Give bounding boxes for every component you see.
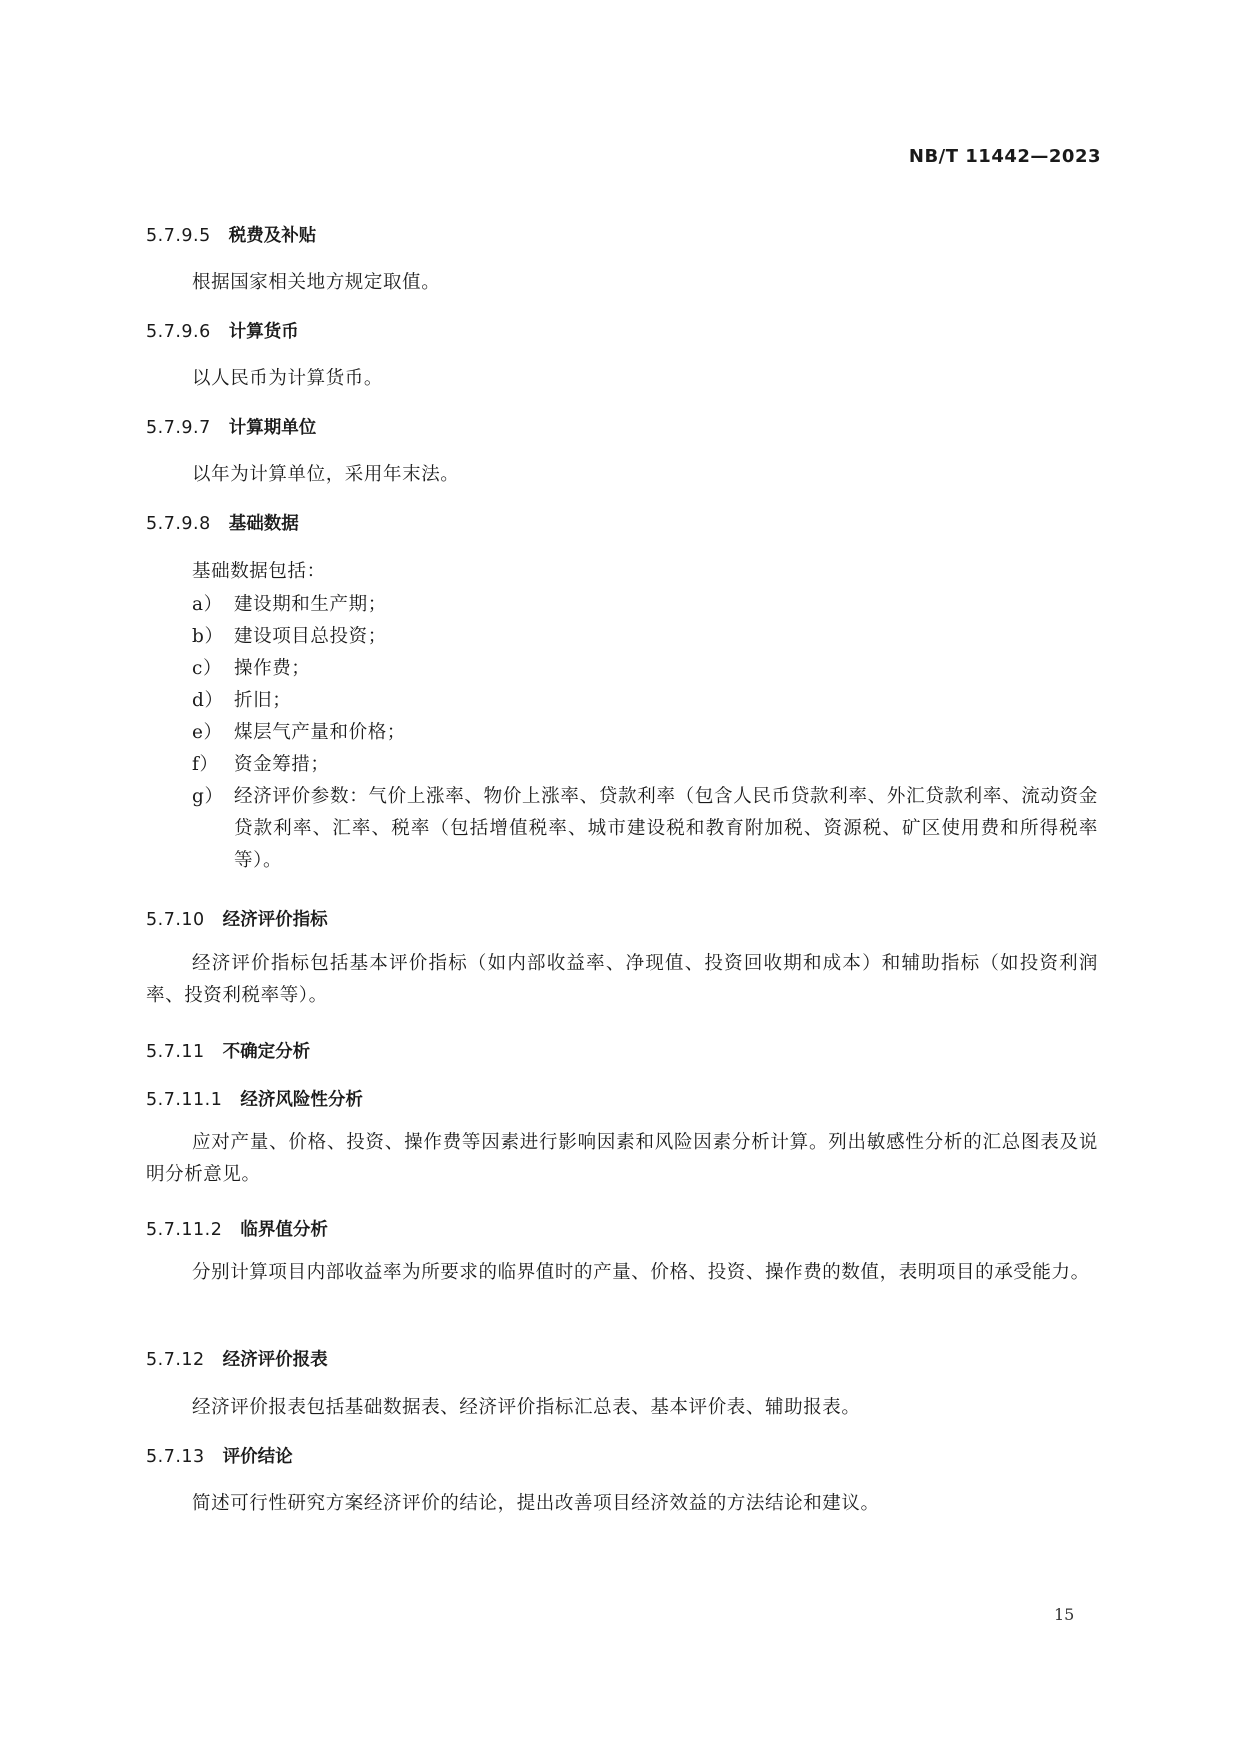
paragraph-tax: 根据国家相关地方规定取值。 [192,272,441,293]
section-heading [146,1038,310,1063]
paragraph-risk: 应对产量、价格、投资、操作费等因素进行影响因素和风险因素分析计算。列出敏感性分析的汇总图表及说明分析意见。 [146,1132,1098,1185]
section-heading [146,318,299,343]
paragraph-reports: 经济评价报表包括基础数据表、经济评价指标汇总表、基本评价表、辅助报表。 [192,1397,861,1418]
list-text: 操作费； [234,658,311,679]
section-heading [146,906,328,931]
section-heading [146,1443,293,1468]
section-heading [146,1346,328,1371]
list-marker: b） [192,626,224,647]
list-marker: e） [192,722,223,743]
section-title: 计算期单位 [228,418,317,438]
list-text: 折旧； [234,690,292,711]
list-marker: g） [192,786,224,807]
paragraph-conclusion: 简述可行性研究方案经济评价的结论，提出改善项目经济效益的方法结论和建议。 [192,1493,880,1514]
section-title: 评价结论 [222,1447,293,1467]
section-number: 5.7.9.6 [146,322,211,342]
section-title: 不确定分析 [222,1042,311,1062]
list-marker: f） [192,754,219,775]
list-text: 煤层气产量和价格； [234,722,406,743]
list-text: 建设项目总投资； [234,626,387,647]
standard-code: NB/T 11442—2023 [908,146,1101,167]
section-title: 税费及补贴 [228,226,317,246]
paragraph-critical: 分别计算项目内部收益率为所要求的临界值时的产量、价格、投资、操作费的数值，表明项目的承受能力。 [192,1262,1090,1283]
list-marker: c） [192,658,223,679]
section-heading [146,222,316,247]
section-title: 临界值分析 [240,1220,328,1240]
page-number: 15 [1054,1605,1075,1624]
section-number: 5.7.10 [146,910,205,930]
section-title: 经济风险性分析 [240,1090,363,1110]
section-title: 基础数据 [228,514,299,534]
section-heading [146,510,299,535]
section-number: 5.7.9.8 [146,514,211,534]
section-number: 5.7.12 [146,1350,205,1370]
paragraph-currency: 以人民币为计算货币。 [192,368,384,389]
paragraph-period: 以年为计算单位，采用年末法。 [192,464,460,485]
section-title: 计算货币 [228,322,299,342]
list-text: 资金筹措； [234,754,330,775]
section-number: 5.7.13 [146,1447,205,1467]
list-text: 建设期和生产期； [234,594,387,615]
section-number: 5.7.9.7 [146,418,211,438]
section-title: 经济评价报表 [222,1350,328,1370]
section-number: 5.7.9.5 [146,226,211,246]
section-number: 5.7.11.1 [146,1090,223,1110]
section-number: 5.7.11 [146,1042,205,1062]
list-marker: a） [192,594,223,615]
section-number: 5.7.11.2 [146,1220,223,1240]
paragraph-basic-intro: 基础数据包括： [192,561,326,582]
paragraph-indicators: 经济评价指标包括基本评价指标（如内部收益率、净现值、投资回收期和成本）和辅助指标（如投资利润率、投资利税率等）。 [146,953,1098,1006]
section-heading [146,1216,328,1241]
section-heading [146,1086,363,1111]
list-text: 经济评价参数：气价上涨率、物价上涨率、贷款利率（包含人民币贷款利率、外汇贷款利率、流动资金贷款利率、汇率、税率（包括增值税率、城市建设税和教育附加税、资源税、矿区使用费和所得税率等）。 [234,786,1098,871]
list-marker: d） [192,690,224,711]
section-title: 经济评价指标 [222,910,328,930]
section-heading [146,414,316,439]
